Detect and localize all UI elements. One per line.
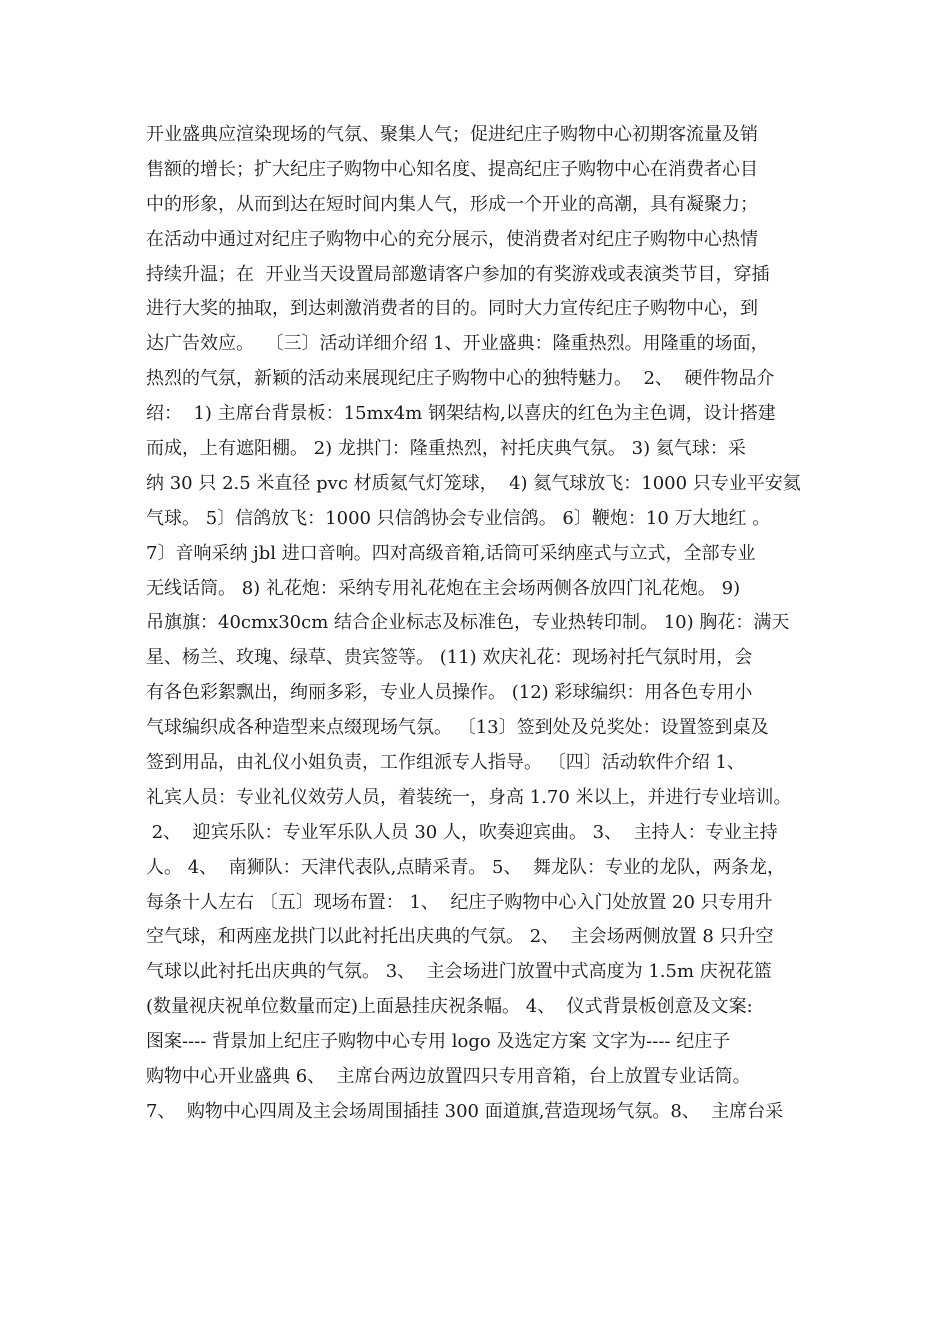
text-line: 有各色彩絮飘出，绚丽多彩，专业人员操作。 (12) 彩球编织：用各色专用小 <box>146 682 753 704</box>
text-line: 空气球，和两座龙拱门以此衬托出庆典的气氛。 2、 主会场两侧放置 8 只升空 <box>146 926 774 948</box>
text-line: 7、 购物中心四周及主会场周围插挂 300 面道旗,营造现场气氛。8、 主席台采 <box>146 1100 784 1122</box>
text-line: 绍： 1) 主席台背景板：15mx4m 钢架结构,以喜庆的红色为主色调，设计搭建 <box>146 403 776 425</box>
text-line: 无线话筒。 8) 礼花炮：采纳专用礼花炮在主会场两侧各放四门礼花炮。 9) <box>146 577 741 599</box>
text-line: 星、杨兰、玫瑰、绿草、贵宾签等。 (11) 欢庆礼花：现场衬托气氛时用，会 <box>146 647 753 669</box>
text-line: 纳 30 只 2.5 米直径 pvc 材质氦气灯笼球， 4) 氦气球放飞：1000 只专业平安氦 <box>146 472 801 494</box>
text-line: (数量视庆祝单位数量而定)上面悬挂庆祝条幅。 4、 仪式背景板创意及文案: <box>146 996 753 1018</box>
text-line: 达广告效应。 〔三〕活动详细介绍 1、开业盛典：隆重热烈。用隆重的场面， <box>146 333 769 355</box>
text-line: 7〕音响采纳 jbl 进口音响。四对高级音箱,话筒可采纳座式与立式，全部专业 <box>146 542 756 564</box>
text-line: 持续升温；在 开业当天设置局部邀请客户参加的有奖游戏或表演类节目，穿插 <box>146 263 770 285</box>
text-line: 气球。 5〕信鸽放飞：1000 只信鸽协会专业信鸽。 6〕鞭炮：10 万大地红 。 <box>146 507 771 529</box>
text-line: 购物中心开业盛典 6、 主席台两边放置四只专用音箱，台上放置专业话筒。 <box>146 1066 751 1088</box>
text-line: 中的形象，从而到达在短时间内集人气，形成一个开业的高潮，具有凝聚力； <box>146 193 758 215</box>
text-line: 开业盛典应渲染现场的气氛、聚集人气；促进纪庄子购物中心初期客流量及销 <box>146 124 758 145</box>
text-line: 热烈的气氛，新颖的活动来展现纪庄子购物中心的独特魅力。 2、 硬件物品介 <box>146 368 775 390</box>
text-line: 气球以此衬托出庆典的气氛。 3、 主会场进门放置中式高度为 1.5m 庆祝花篮 <box>146 961 772 983</box>
body-text <box>146 118 826 1130</box>
text-line: 吊旗旗：40cmx30cm 结合企业标志及标准色，专业热转印制。 10) 胸花：满天 <box>146 612 790 634</box>
text-line: 图案---- 背景加上纪庄子购物中心专用 logo 及选定方案 文字为---- 纪庄子 <box>146 1031 731 1053</box>
text-line: 礼宾人员：专业礼仪效劳人员，着装统一，身高 1.70 米以上，并进行专业培训。 <box>146 786 792 808</box>
text-line: 气球编织成各种造型来点缀现场气氛。 〔13〕签到处及兑奖处：设置签到桌及 <box>146 717 769 739</box>
text-line: 2、 迎宾乐队：专业军乐队人员 30 人，吹奏迎宾曲。 3、 主持人：专业主持 <box>146 821 778 843</box>
text-line: 在活动中通过对纪庄子购物中心的充分展示，使消费者对纪庄子购物中心热情 <box>146 228 758 250</box>
text-line: 每条十人左右 〔五〕现场布置： 1、 纪庄子购物中心入门处放置 20 只专用升 <box>146 891 773 913</box>
text-line: 售额的增长；扩大纪庄子购物中心知名度、提高纪庄子购物中心在消费者心目 <box>146 158 758 180</box>
text-line: 而成，上有遮阳棚。 2) 龙拱门：隆重热烈，衬托庆典气氛。 3) 氦气球：采 <box>146 438 746 460</box>
text-line: 进行大奖的抽取，到达刺激消费者的目的。同时大力宣传纪庄子购物中心，到 <box>146 298 758 320</box>
text-line: 人。 4、 南狮队：天津代表队,点睛采青。 5、 舞龙队：专业的龙队，两条龙， <box>146 856 785 878</box>
text-line: 签到用品，由礼仪小姐负责，工作组派专人指导。 〔四〕活动软件介绍 1、 <box>146 752 745 774</box>
